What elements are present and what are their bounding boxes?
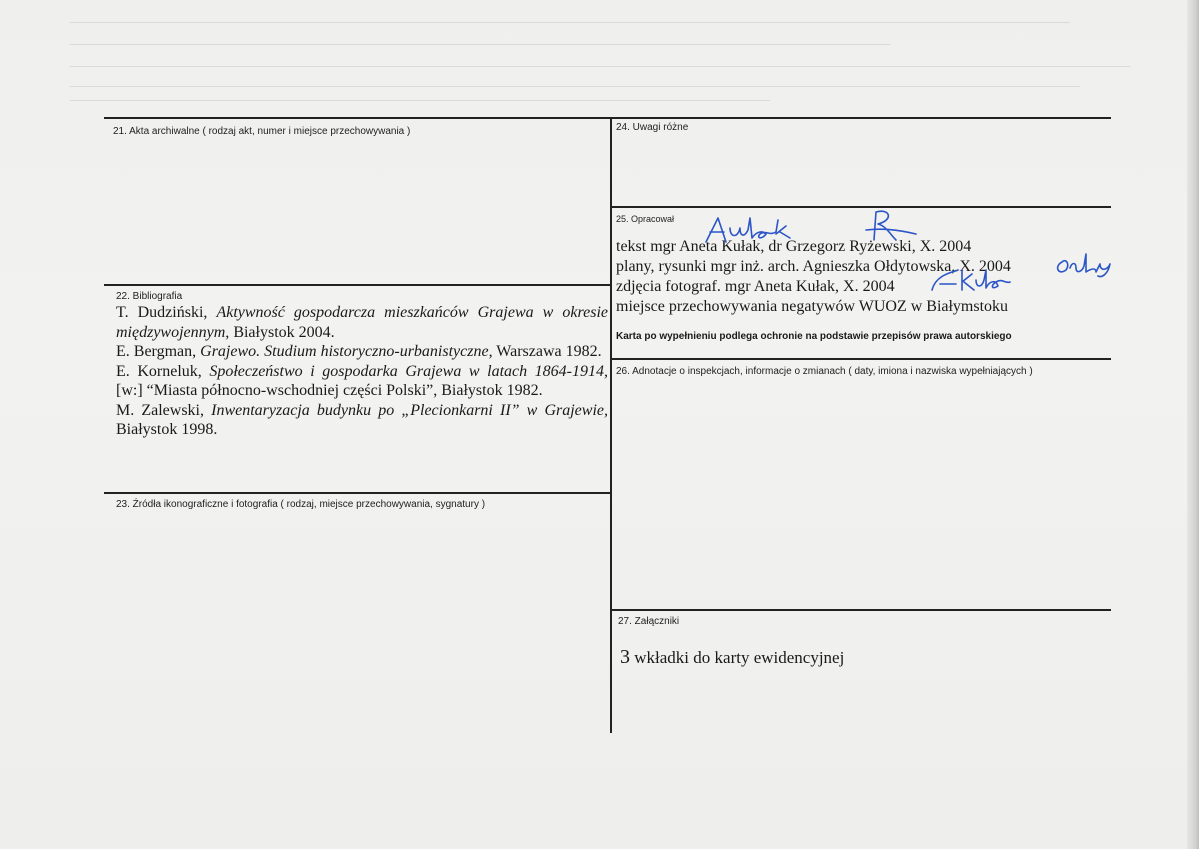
section-24-label: 24. Uwagi różne — [616, 122, 689, 133]
signature-oldytowska — [1052, 248, 1118, 278]
attachments-line — [620, 648, 844, 667]
divider-25-26 — [611, 358, 1111, 360]
author-text-line: tekst mgr Aneta Kułak, dr Grzegorz Ryżewski, X. 2004 — [616, 238, 972, 255]
bibliography-entry — [116, 401, 608, 440]
section-22-label: 22. Bibliografia — [116, 291, 183, 302]
section-21-label: 21. Akta archiwalne ( rodzaj akt, numer i miejsce przechowywania ) — [113, 126, 411, 137]
entry-author: M. Zalewski, — [116, 401, 212, 419]
section-27-label: 27. Załączniki — [618, 616, 680, 627]
divider-22-23 — [104, 492, 611, 494]
entry-author: T. Dudziński, — [116, 304, 217, 321]
bleed-through-line — [70, 86, 1080, 87]
negatives-location-line: miejsce przechowywania negatywów WUOZ w Białymstoku — [616, 298, 1009, 315]
copyright-note: Karta po wypełnieniu podlega ochronie na podstawie przepisów prawa autorskiego — [616, 331, 1012, 342]
entry-details: Warszawa 1982. — [492, 343, 602, 360]
entry-author: E. Bergman, — [116, 343, 201, 360]
entry-title: Społeczeństwo i gospodarka Grajewa w latach 1864-1914, — [209, 362, 609, 380]
entry-title: Grajewo. Studium historyczno-urbanistyczne, — [200, 343, 493, 360]
entry-author: E. Korneluk, — [116, 362, 210, 380]
bibliography-list — [116, 303, 608, 440]
signature-kulak-2 — [926, 266, 1026, 296]
attachments-count: 3 — [620, 646, 630, 668]
form-top-border — [104, 117, 1111, 119]
entry-details: Białystok 1998. — [116, 421, 218, 438]
form-center-divider — [610, 117, 612, 733]
section-26-label: 26. Adnotacje o inspekcjach, informacje o zmianach ( daty, imiona i nazwiska wypełniających ) — [616, 366, 1033, 377]
entry-title: Aktywność gospodarcza mieszkańców Grajewa w okresie międzywojennym, — [116, 304, 608, 341]
bleed-through-line — [70, 100, 770, 101]
bibliography-entry — [116, 342, 608, 362]
bleed-through-line — [70, 66, 1130, 67]
bibliography-entry — [116, 362, 608, 401]
bleed-through-line — [70, 22, 1070, 23]
entry-title: Inwentaryzacja budynku po „Plecionkarni II” w Grajewie, — [211, 401, 609, 419]
divider-26-27 — [611, 609, 1111, 611]
signature-kulak-1 — [700, 212, 820, 248]
bibliography-entry — [116, 303, 608, 342]
bleed-through-line — [70, 44, 890, 45]
page-edge-shadow — [1187, 0, 1199, 849]
entry-details: Białystok 2004. — [229, 323, 335, 341]
divider-21-22 — [104, 284, 611, 286]
author-plans-line: plany, rysunki mgr inż. arch. Agnieszka Ołdytowska, X. 2004 — [616, 258, 1011, 275]
section-25-label: 25. Opracował — [616, 214, 675, 224]
author-photos-line: zdjęcia fotograf. mgr Aneta Kułak, X. 2004 — [616, 278, 895, 295]
attachments-text: wkładki do karty ewidencyjnej — [630, 648, 845, 667]
signature-ryzewski — [856, 206, 926, 246]
entry-details: [w:] “Miasta północno-wschodniej części Polski”, Białystok 1982. — [116, 382, 543, 399]
section-23-label: 23. Źródła ikonograficzne i fotografia ( rodzaj, miejsce przechowywania, sygnatury ) — [116, 499, 486, 510]
